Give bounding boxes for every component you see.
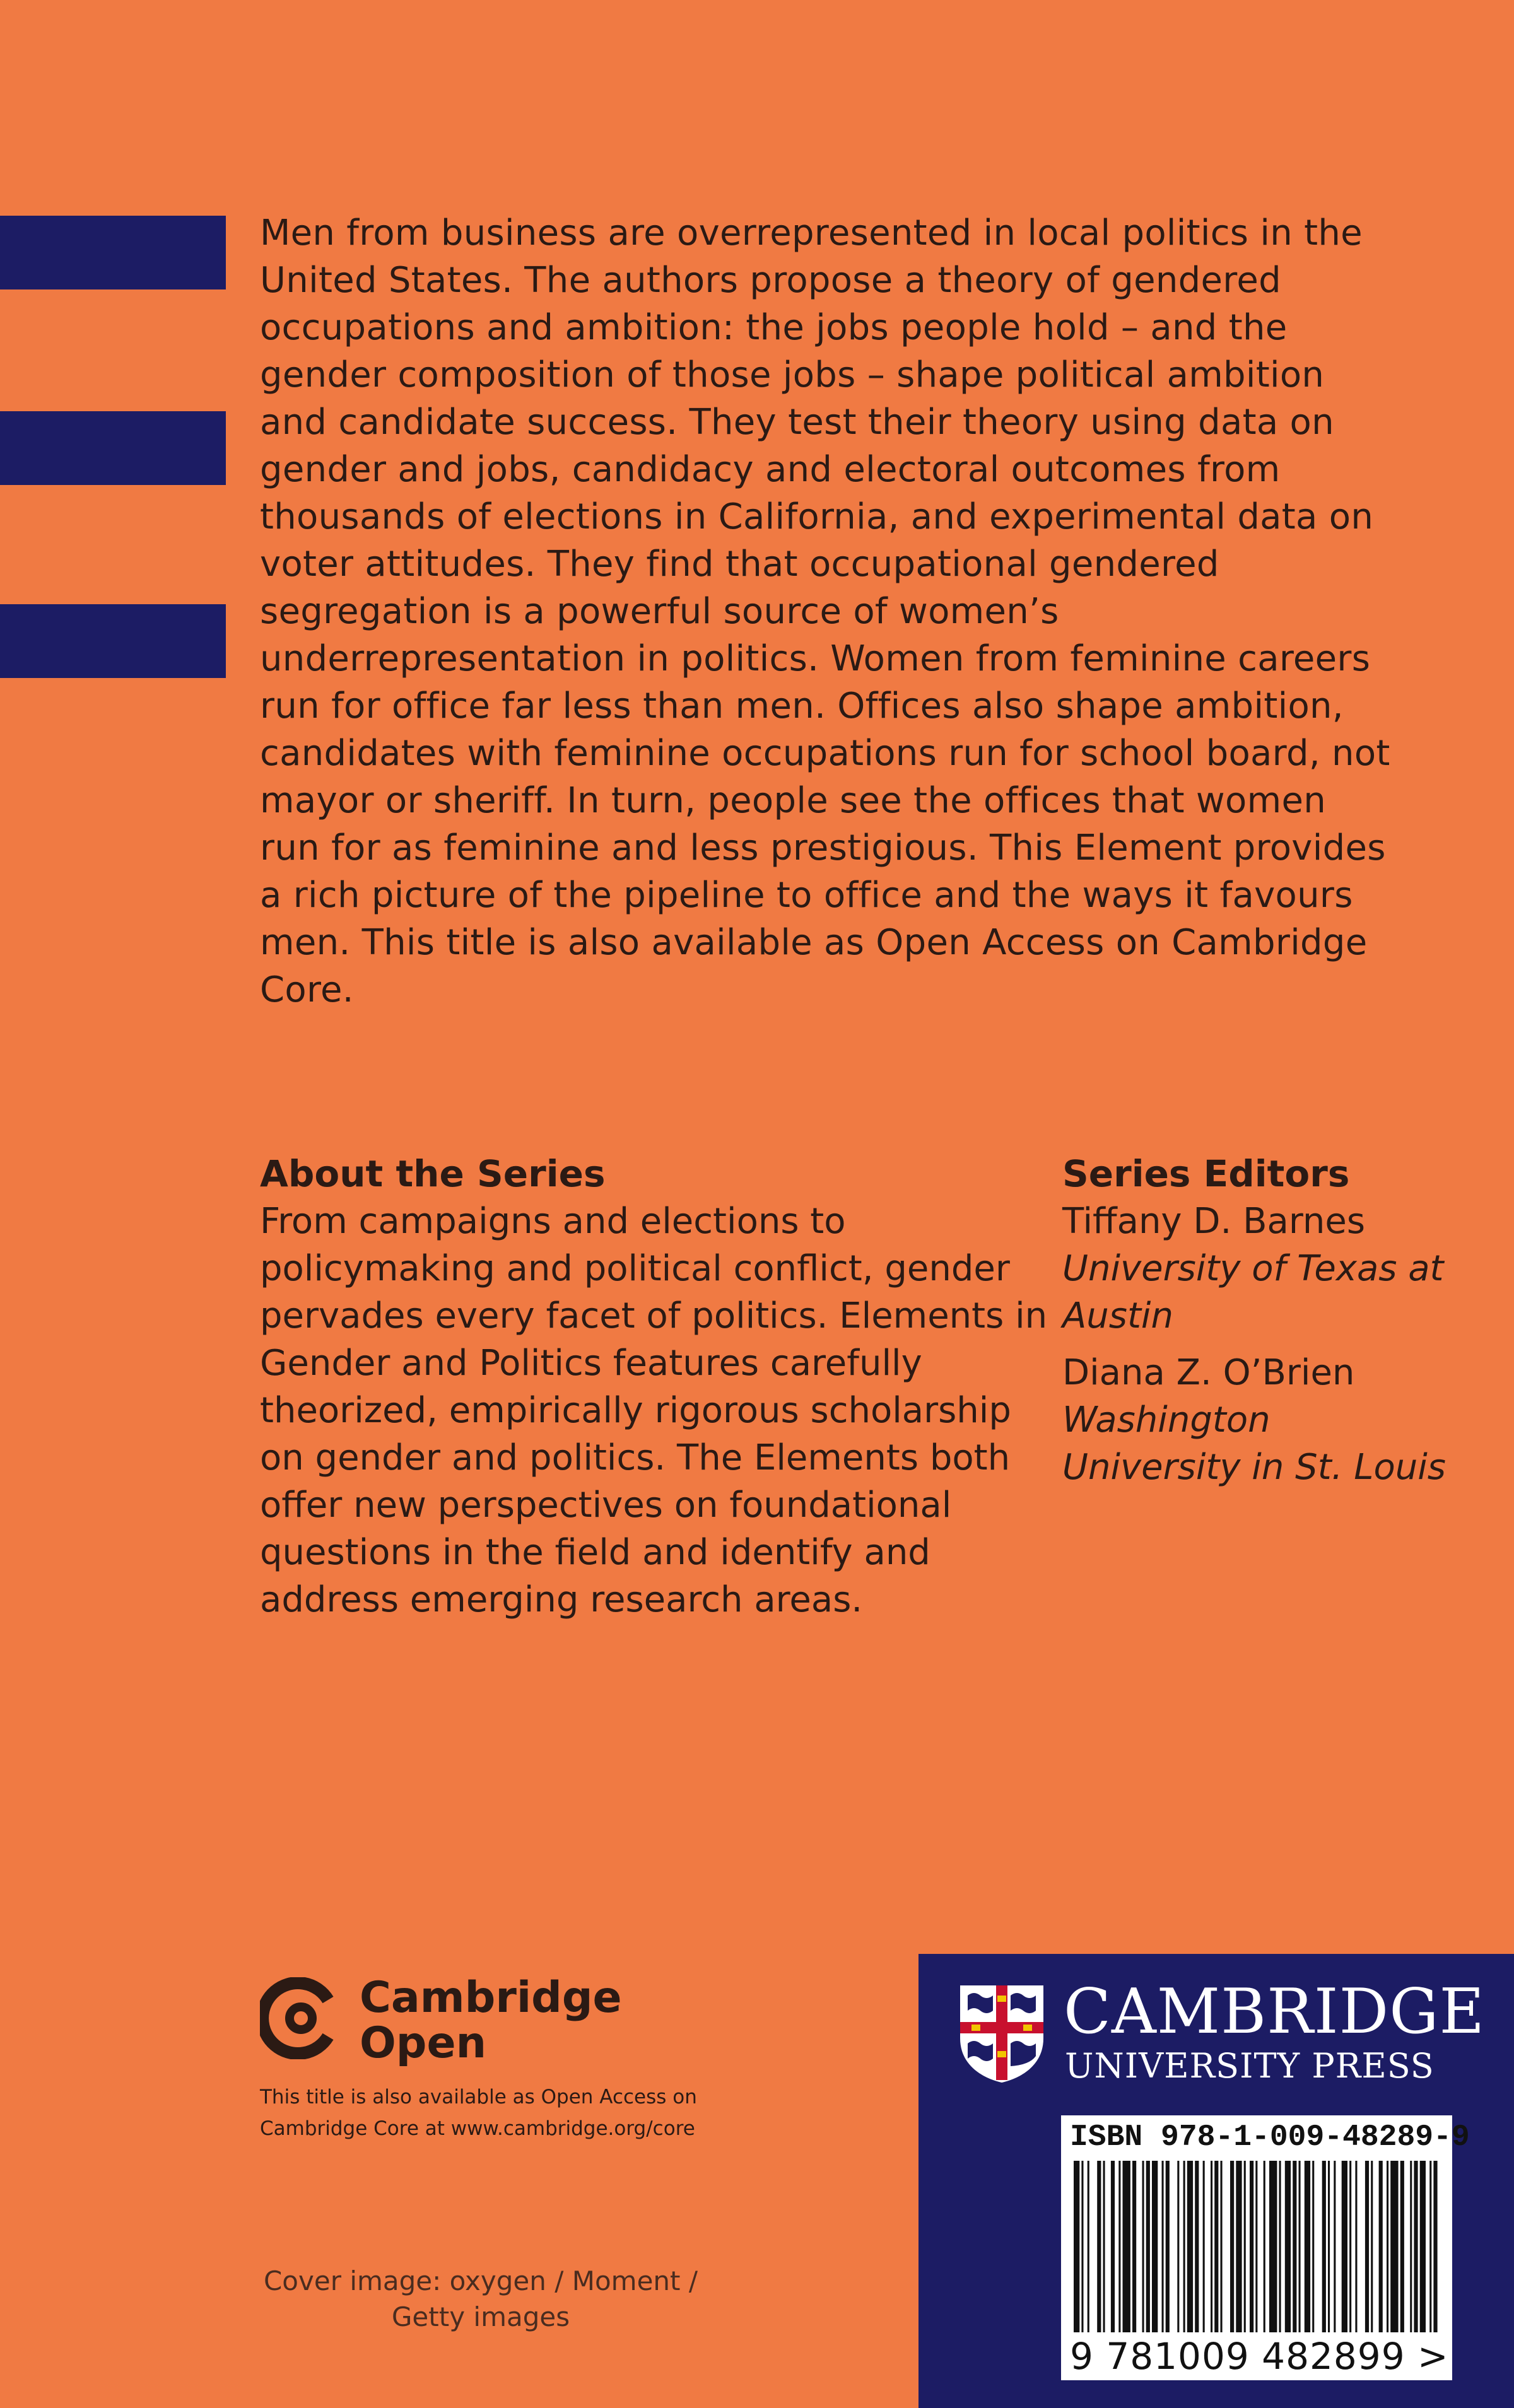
cover-image-credit: Cover image: oxygen / Moment / Getty images bbox=[263, 2265, 698, 2332]
barcode-bar bbox=[1195, 2161, 1199, 2332]
barcode-bar bbox=[1132, 2161, 1136, 2332]
barcode-bar bbox=[1211, 2161, 1212, 2332]
decorative-bar-1 bbox=[0, 216, 226, 289]
editor-affiliation: University of Texas at Austin bbox=[1062, 1248, 1444, 1336]
barcode-bar bbox=[1162, 2161, 1164, 2332]
cambridge-open-line1: Cambridge bbox=[360, 1973, 622, 2023]
editor-name: Diana Z. O’Brien bbox=[1062, 1352, 1355, 1393]
barcode-bar bbox=[1244, 2161, 1246, 2332]
barcode-bar bbox=[1390, 2161, 1398, 2332]
barcode-bar bbox=[1387, 2161, 1388, 2332]
cambridge-open-logo-icon bbox=[260, 1977, 342, 2059]
series-editors bbox=[1062, 1150, 1453, 1500]
barcode-bar bbox=[1293, 2161, 1296, 2332]
barcode-bar bbox=[1250, 2161, 1253, 2332]
barcode-bar bbox=[1355, 2161, 1357, 2332]
barcode-bar bbox=[1433, 2161, 1437, 2332]
barcode-bar bbox=[1342, 2161, 1347, 2332]
barcode-bar bbox=[1142, 2161, 1144, 2332]
barcode-bar bbox=[1203, 2161, 1205, 2332]
barcode-bar bbox=[1221, 2161, 1223, 2332]
barcode-bar bbox=[1074, 2161, 1079, 2332]
barcode-bar bbox=[1322, 2161, 1326, 2332]
barcode-bar bbox=[1097, 2161, 1101, 2332]
editor-affiliation: Washington University in St. Louis bbox=[1062, 1400, 1446, 1488]
decorative-bar-3 bbox=[0, 604, 226, 678]
barcode-bar bbox=[1152, 2161, 1158, 2332]
barcode-bar bbox=[1269, 2161, 1277, 2332]
barcode-bar bbox=[1214, 2161, 1218, 2332]
publisher-panel bbox=[918, 1954, 1514, 2408]
editors-heading: Series Editors bbox=[1062, 1152, 1350, 1195]
barcode-bar bbox=[1410, 2161, 1412, 2332]
barcode-icon bbox=[1070, 2161, 1446, 2332]
university-shield-icon bbox=[958, 1983, 1046, 2084]
open-access-note: This title is also available as Open Access on Cambridge Core at www.cambridge.org/core bbox=[260, 2086, 697, 2140]
about-heading: About the Series bbox=[260, 1152, 606, 1195]
barcode-bar bbox=[1279, 2161, 1281, 2332]
about-text: From campaigns and elections to policymaking and political conflict, gender pervades every facet of politics. Elements in Gender and Politics features carefully theorized, empirically rigorous scholarship on gender and politics. The Elements both offer new perspectives on foundational questions in the field and identify and address emerging research areas. bbox=[260, 1201, 1048, 1620]
isbn-label: ISBN 978-1-009-48289-9 bbox=[1070, 2120, 1470, 2154]
publisher-subtitle: UNIVERSITY PRESS bbox=[1065, 2046, 1435, 2086]
barcode-bar bbox=[1118, 2161, 1120, 2332]
barcode-bar bbox=[1264, 2161, 1265, 2332]
book-blurb: Men from business are overrepresented in local politics in the United States. The authors propose a theory of gendered occupations and ambition: the jobs people hold – and the gender composition of those jobs – shape political ambition and candidate success. They test their theory using data on gender and jobs, candidacy and electoral outcomes from thousands of elections in California, and experimental data on voter attitudes. They find that occupational gendered segregation is a powerful source of women’s underrepresentation in politics. Women from feminine careers run for office far less than men. Offices also shape ambition, candidates with feminine occupations run for school board, not mayor or sheriff. In turn, people see the offices that women run for as feminine and less prestigious. This Element provides a rich picture of the pipeline to office and the ways it favours men. This title is also available as Open Access on Cambridge Core. bbox=[260, 213, 1390, 1010]
editor-name: Tiffany D. Barnes bbox=[1062, 1201, 1365, 1242]
barcode-bar bbox=[1230, 2161, 1234, 2332]
decorative-bar-2 bbox=[0, 411, 226, 485]
barcode-bar bbox=[1400, 2161, 1404, 2332]
barcode-bar bbox=[1305, 2161, 1310, 2332]
barcode-bar bbox=[1236, 2161, 1241, 2332]
barcode-bar bbox=[1312, 2161, 1314, 2332]
publisher-name: CAMBRIDGE bbox=[1064, 1976, 1486, 2048]
barcode-digits: 9 781009 482899 > bbox=[1070, 2335, 1449, 2378]
barcode-bar bbox=[1183, 2161, 1185, 2332]
isbn-barcode-box bbox=[1061, 2115, 1470, 2380]
barcode-bar bbox=[1088, 2161, 1089, 2332]
about-the-series bbox=[260, 1150, 1055, 1623]
barcode-bar bbox=[1166, 2161, 1170, 2332]
barcode-bar bbox=[1081, 2161, 1083, 2332]
barcode-bar bbox=[1123, 2161, 1130, 2332]
barcode-bar bbox=[1285, 2161, 1291, 2332]
barcode-bar bbox=[1420, 2161, 1426, 2332]
barcode-bar bbox=[1187, 2161, 1193, 2332]
barcode-bar bbox=[1429, 2161, 1431, 2332]
cambridge-open-line2: Open bbox=[360, 2018, 487, 2068]
editor-entry bbox=[1062, 1198, 1453, 1340]
barcode-bar bbox=[1255, 2161, 1257, 2332]
barcode-bar bbox=[1328, 2161, 1330, 2332]
cambridge-open-wordmark bbox=[360, 1975, 622, 2066]
barcode-bar bbox=[1371, 2161, 1373, 2332]
barcode-bar bbox=[1365, 2161, 1369, 2332]
barcode-bar bbox=[1146, 2161, 1150, 2332]
barcode-bar bbox=[1349, 2161, 1351, 2332]
barcode-bar bbox=[1334, 2161, 1335, 2332]
barcode-bar bbox=[1379, 2161, 1383, 2332]
editor-entry bbox=[1062, 1349, 1453, 1491]
barcode-bar bbox=[1111, 2161, 1115, 2332]
barcode-bar bbox=[1103, 2161, 1105, 2332]
barcode-bar bbox=[1299, 2161, 1301, 2332]
barcode-bar bbox=[1177, 2161, 1179, 2332]
barcode-bar bbox=[1414, 2161, 1417, 2332]
